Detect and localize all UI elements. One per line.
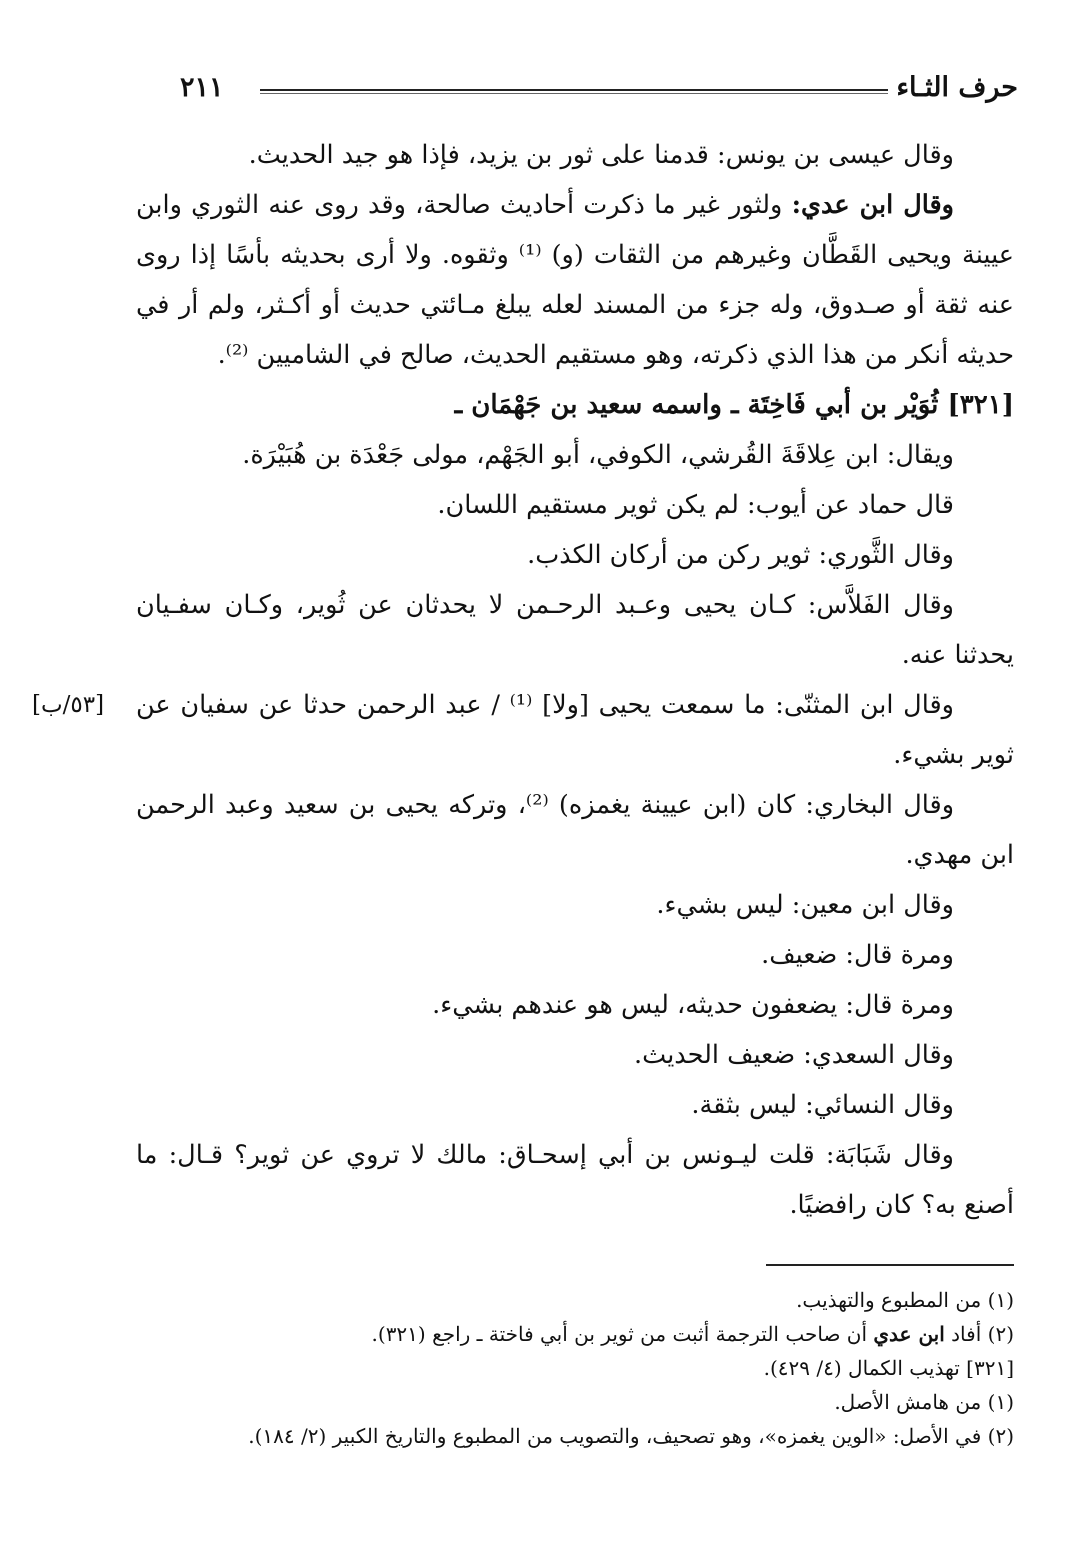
footnotes	[136, 1283, 1014, 1453]
footnote: [٣٢١] تهذيب الكمال (٤/ ٤٢٩).	[763, 1356, 1014, 1380]
chapter-title: حرف الثـاء	[896, 72, 1018, 103]
footnote-run: أن صاحب الترجمة أثبت من ثوير بن أبي فاختة ـ راجع (٣٢١).	[371, 1322, 874, 1346]
entry-heading: [٣٢١] ثُوَيْر بن أبي فَاخِتَة ـ واسمه سعيد بن جَهْمَان ـ	[454, 390, 1014, 420]
text-line: وقال الفَلاَّس: كـان يحيى وعـبد الرحـمن لا يحدثان عن ثُوير، وكـان سفـيان	[136, 590, 954, 620]
text-line: ومرة قال: يضعفون حديثه، ليس هو عندهم بشيء.	[432, 990, 954, 1020]
margin-folio-note: [٥٣/ب]	[32, 692, 105, 718]
text-run: ولثور غير ما ذكرت أحاديث صالحة، وقد روى عنه الثوري وابن	[136, 190, 792, 220]
main-text	[32, 130, 1014, 1230]
text-line	[32, 680, 1014, 730]
text-line: يحدثنا عنه.	[901, 640, 1014, 670]
page-number: ٢١١	[180, 72, 224, 103]
text-line: عيينة ويحيى القَطَّان وغيرهم من الثقات (و) ⁽¹⁾ وثقوه. ولا أرى بحديثه بأسًا إذا روى	[136, 240, 1014, 270]
footnote: (٢) في الأصل: «الوين يغمزه»، وهو تصحيف، والتصويب من المطبوع والتاريخ الكبير (٢/ ١٨٤).	[248, 1424, 1014, 1448]
text-line: أصنع به؟ كان رافضيًا.	[789, 1190, 1014, 1220]
speaker-bold: وقال ابن عدي:	[791, 190, 954, 220]
text-line: حديثه أنكر من هذا الذي ذكرته، وهو مستقيم الحديث، صالح في الشاميين ⁽²⁾.	[217, 340, 1014, 370]
text-line: ابن مهدي.	[905, 840, 1014, 870]
text-line: وقال النسائي: ليس بثقة.	[691, 1090, 954, 1120]
text-line: وقال شَبَابَة: قلت ليـونس بن أبي إسحـاق: مالك لا تروي عن ثوير؟ قـال: ما	[136, 1140, 954, 1170]
header-rule-thin	[260, 93, 888, 94]
text-line: وقال ابن معين: ليس بشيء.	[656, 890, 954, 920]
text-line: ويقال: ابن عِلاقَةَ القُرشي، الكوفي، أبو الجَهْم، مولى جَعْدَة بن هُبَيْرَة.	[242, 440, 954, 470]
footnote	[136, 1317, 1014, 1351]
text-line: ومرة قال: ضعيف.	[761, 940, 954, 970]
text-line: قال حماد عن أيوب: لم يكن ثوير مستقيم اللسان.	[437, 490, 954, 520]
text-line: وقال عيسى بن يونس: قدمنا على ثور بن يزيد، فإذا هو جيد الحديث.	[248, 140, 954, 170]
text-line	[136, 180, 1014, 230]
footnote-run: (٢) أفاد	[944, 1322, 1014, 1346]
footnote-bold: ابن عدي	[873, 1322, 945, 1346]
text-line: وقال البخاري: كان (ابن عيينة يغمزه) ⁽²⁾، وتركه يحيى بن سعيد وعبد الرحمن	[136, 790, 955, 820]
text-line: عنه ثقة أو صـدوق، وله جزء من المسند لعله يبلغ مـائتي حديث أو أكـثر، ولم أر في	[136, 290, 1014, 320]
footnote: (١) من هامش الأصل.	[834, 1390, 1014, 1414]
text-run: وقال ابن المثنّى: ما سمعت يحيى [ولا] ⁽¹⁾ / عبد الرحمن حدثا عن سفيان عن	[136, 690, 954, 720]
footnote: (١) من المطبوع والتهذيب.	[796, 1288, 1014, 1312]
text-line: وقال السعدي: ضعيف الحديث.	[634, 1040, 954, 1070]
text-line: وقال الثَّوري: ثوير ركن من أركان الكذب.	[527, 540, 954, 570]
footnote-divider	[766, 1264, 1014, 1266]
page-header	[170, 72, 1018, 112]
text-line: ثوير بشيء.	[893, 740, 1014, 770]
header-rule	[260, 89, 888, 91]
